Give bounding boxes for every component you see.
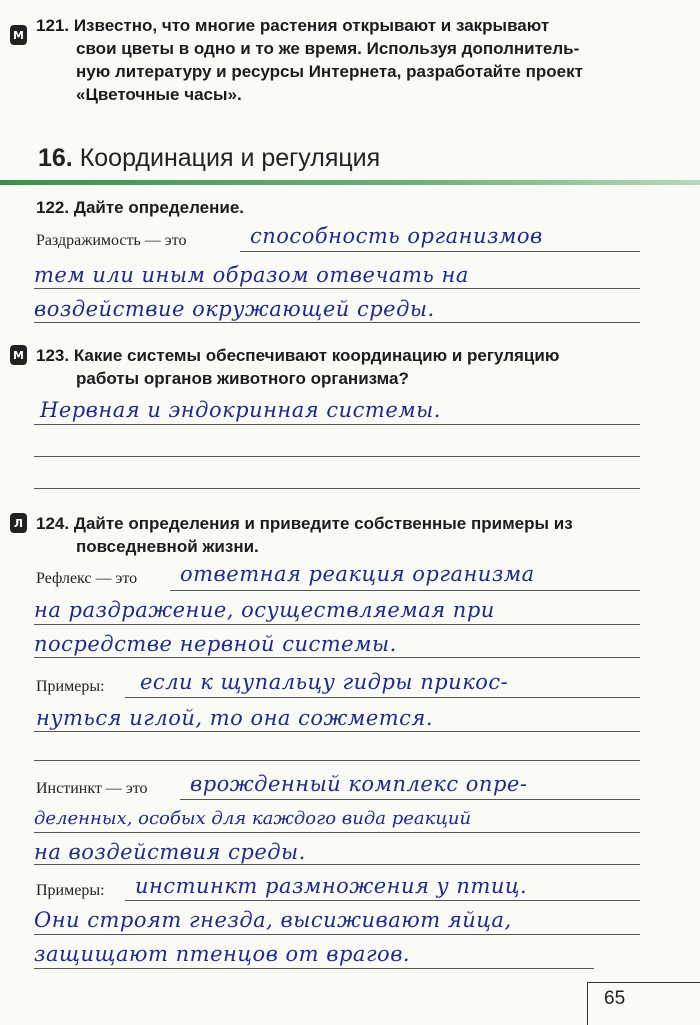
task-121 [36,14,646,106]
answer-line: ответная реакция организма [180,562,535,586]
task-123 [36,344,656,390]
task-prompt: Дайте определение. [73,198,245,217]
examples-label: Примеры: [36,678,105,695]
personal-badge-icon: Л [10,513,27,533]
task-number: 121. [36,16,70,35]
answer-rule [180,799,640,800]
answer-rule [34,322,640,323]
answer-line: нуться иглой, то она сожмется. [36,706,433,730]
answer-rule [34,456,640,457]
section-heading [38,144,380,173]
answer-line: если к щупальцу гидры прикос- [140,670,509,694]
task-text-line: повседневной жизни. [76,537,259,556]
answer-line: посредстве нервной системы. [34,632,397,656]
term-label: Раздражимость — это [36,232,187,249]
answer-rule [34,657,640,658]
answer-rule [170,590,640,591]
answer-line: воздействие окружающей среды. [34,297,435,321]
section-number: 16. [38,144,73,172]
answer-rule [125,697,640,698]
answer-line: защищают птенцов от врагов. [34,942,411,966]
answer-line: деленных, особых для каждого вида реакций [34,808,472,829]
task-124 [36,512,656,558]
task-122 [36,196,244,219]
examples-label: Примеры: [36,882,105,899]
answer-rule [34,731,640,732]
answer-rule [34,760,640,761]
task-text-line: Дайте определения и приведите собственные примеры из [73,514,573,533]
page-number: 65 [604,988,626,1009]
task-text-line: Какие системы обеспечивают координацию и регуляцию [73,346,560,365]
answer-line: Нервная и эндокринная системы. [40,398,441,422]
answer-rule [34,934,640,935]
method-badge-icon: М [10,345,27,365]
task-number: 123. [36,346,70,365]
answer-line: Они строят гнезда, высиживают яйца, [34,908,512,932]
task-text-line: свои цветы в одно и то же время. Используя дополнитель- [76,39,580,58]
answer-rule [34,624,640,625]
answer-rule [34,288,640,289]
term-label: Рефлекс — это [36,570,138,587]
answer-rule [34,424,640,425]
answer-rule [34,488,640,489]
task-text-line: «Цветочные часы». [76,85,242,104]
answer-rule [34,832,640,833]
task-text-line: ную литературу и ресурсы Интернета, разработайте проект [76,62,583,81]
task-number: 124. [36,514,70,533]
answer-rule [34,968,594,969]
answer-line: врожденный комплекс опре- [190,772,528,796]
answer-line: способность организмов [250,224,543,248]
answer-rule [240,251,640,252]
method-badge-icon: М [10,25,27,45]
section-divider [0,180,700,185]
section-title: Координация и регуляция [79,144,381,172]
answer-line: тем или иным образом отвечать на [34,263,469,287]
answer-line: на раздражение, осуществляемая при [34,598,495,622]
task-text-line: Известно, что многие растения открывают и закрывают [73,16,550,35]
answer-line: на воздействия среды. [34,840,306,864]
task-number: 122. [36,198,70,217]
answer-rule [34,864,640,865]
task-text-line: работы органов животного организма? [76,369,409,388]
term-label: Инстинкт — это [36,780,148,797]
answer-rule [125,900,640,901]
answer-line: инстинкт размножения у птиц. [135,874,528,898]
